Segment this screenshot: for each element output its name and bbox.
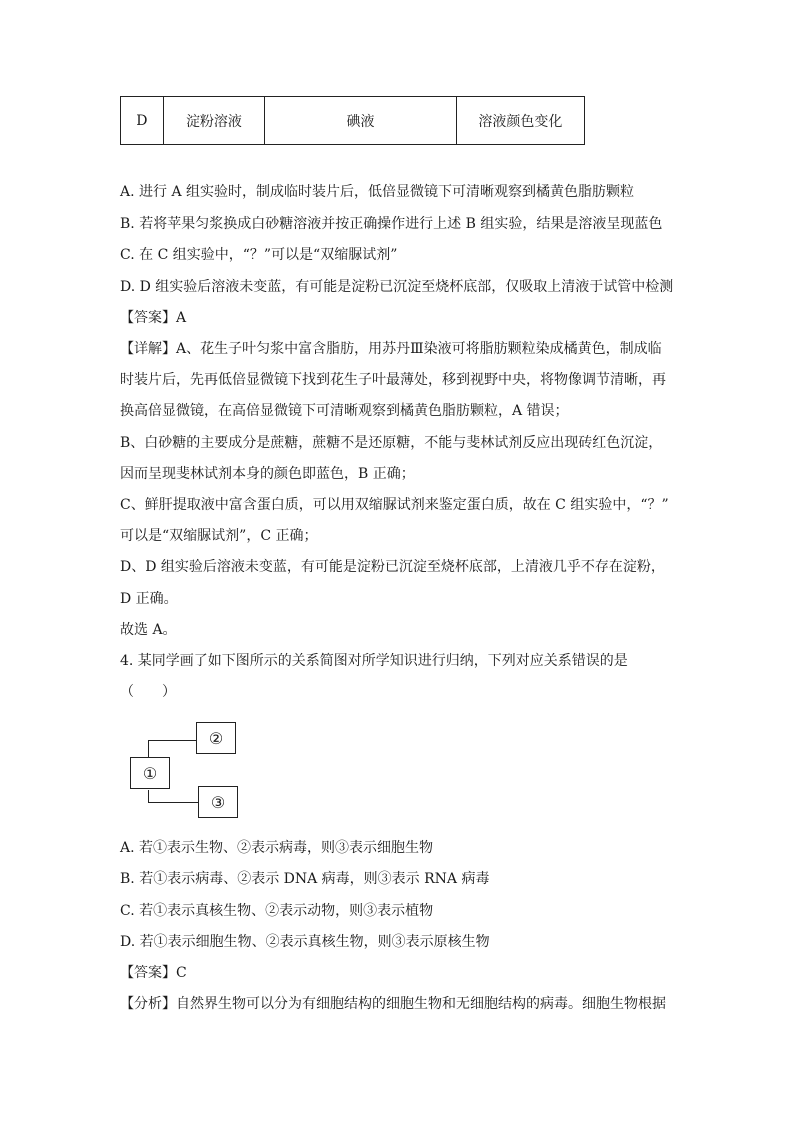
q3-explain-line: C、鲜肝提取液中富含蛋白质，可以用双缩脲试剂来鉴定蛋白质，故在 C 组实验中，“？” [120, 497, 669, 513]
q3-option-c: C. 在 C 组实验中，“？”可以是“双缩脲试剂” [120, 247, 398, 263]
q3-explain-line: D、D 组实验后溶液未变蓝，有可能是淀粉已沉淀至烧杯底部，上清液几乎不存在淀粉， [120, 559, 665, 575]
q3-explain-line: 因而呈现斐林试剂本身的颜色即蓝色，B 正确； [120, 466, 415, 482]
connector-line [148, 802, 198, 803]
q3-explain-line: D 正确。 [120, 591, 178, 607]
table-cell-observation: 溶液颜色变化 [456, 97, 584, 145]
diagram-node-2: ② [196, 722, 236, 754]
q3-option-b: B. 若将苹果匀浆换成白砂糖溶液并按正确操作进行上述 B 组实验，结果是溶液呈现蓝色 [120, 216, 663, 232]
table-row [121, 97, 585, 145]
q4-stem-blank: （ ） [120, 684, 176, 700]
q3-explain-line: 故选 A。 [120, 622, 177, 638]
q4-analysis-line: 【分析】自然界生物可以分为有细胞结构的细胞生物和无细胞结构的病毒。细胞生物根据 [120, 996, 666, 1012]
table-cell-material: 淀粉溶液 [163, 97, 264, 145]
q3-explain-line: 时装片后，先再低倍显微镜下找到花生子叶最薄处，移到视野中央，将物像调节清晰，再 [120, 372, 666, 388]
q3-option-a: A. 进行 A 组实验时，制成临时装片后，低倍显微镜下可清晰观察到橘黄色脂肪颗粒 [120, 184, 635, 200]
q3-answer: 【答案】A [120, 310, 187, 326]
q3-explain-line: 换高倍显微镜，在高倍显微镜下可清晰观察到橘黄色脂肪颗粒，A 错误； [120, 403, 569, 419]
table-cell-reagent: 碘液 [265, 97, 457, 145]
q3-explain-line: B、白砂糖的主要成分是蔗糖，蔗糖不是还原糖，不能与斐林试剂反应出现砖红色沉淀， [120, 435, 663, 451]
q3-explain-line: 【详解】A、花生子叶匀浆中富含脂肪，用苏丹Ⅲ染液可将脂肪颗粒染成橘黄色，制成临 [120, 341, 662, 357]
connector-line [148, 740, 196, 741]
connector-line [148, 790, 149, 802]
q4-option-a: A. 若①表示生物、②表示病毒，则③表示细胞生物 [120, 840, 434, 856]
q3-explain-line: 可以是“双缩脲试剂”，C 正确； [120, 528, 318, 544]
relationship-diagram [120, 718, 250, 818]
diagram-node-1: ① [130, 757, 170, 789]
q4-answer: 【答案】C [120, 965, 187, 981]
experiment-table [120, 96, 585, 145]
q4-option-b: B. 若①表示病毒、②表示 DNA 病毒，则③表示 RNA 病毒 [120, 871, 490, 887]
q4-stem-line: 4. 某同学画了如下图所示的关系简图对所学知识进行归纳，下列对应关系错误的是 [120, 653, 628, 669]
q3-option-d: D. D 组实验后溶液未变蓝，有可能是淀粉已沉淀至烧杯底部，仅吸取上清液于试管中检测 [120, 279, 674, 295]
q4-option-d: D. 若①表示细胞生物、②表示真核生物，则③表示原核生物 [120, 934, 490, 950]
diagram-node-3: ③ [198, 786, 238, 818]
table-cell-group: D [121, 97, 164, 145]
q4-option-c: C. 若①表示真核生物、②表示动物，则③表示植物 [120, 903, 434, 919]
